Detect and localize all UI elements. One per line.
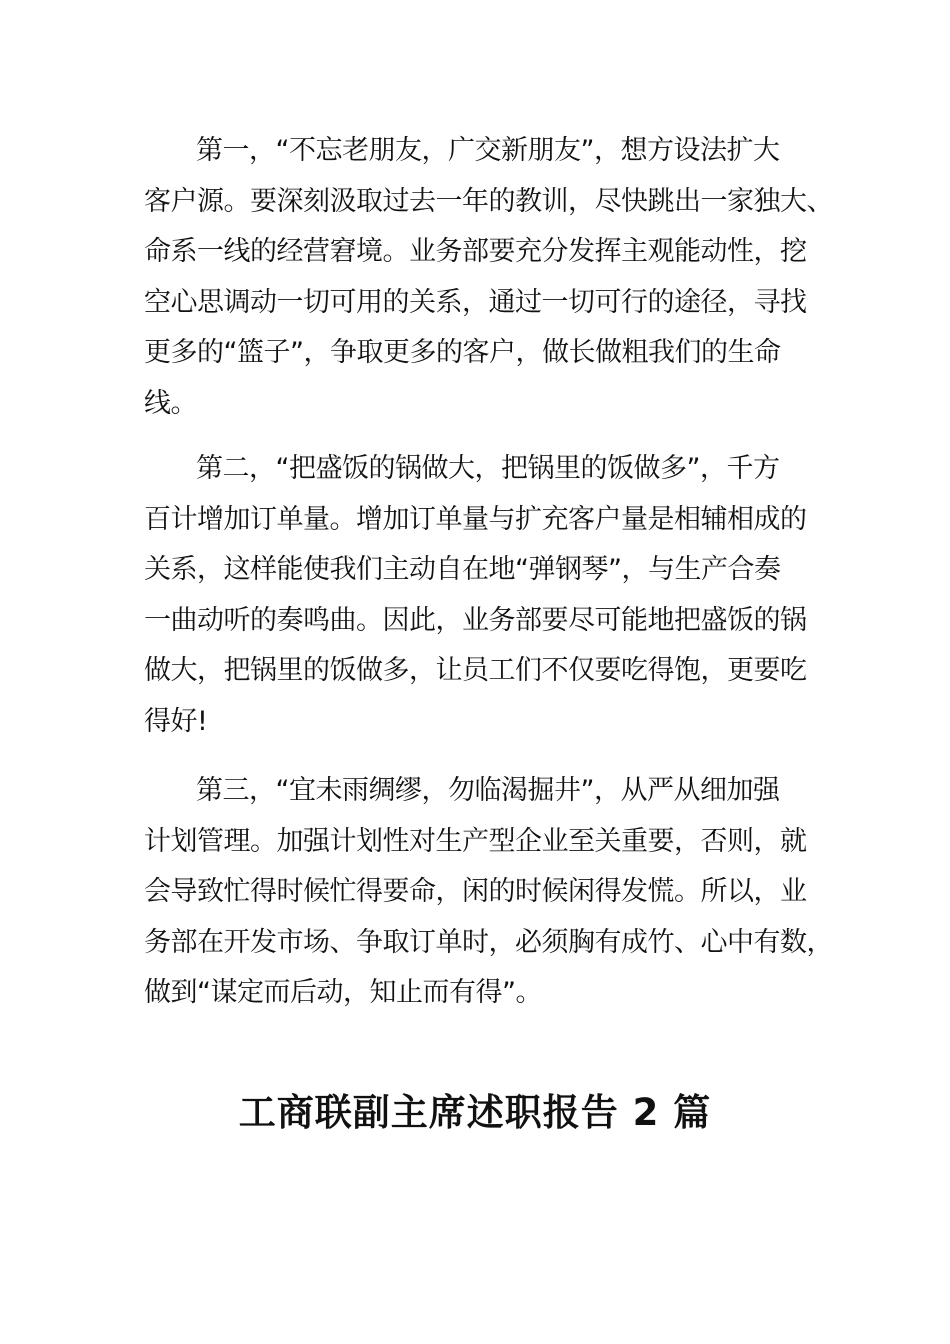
paragraph-line: 做到“谋定而后动，知止而有得”。 xyxy=(144,977,542,1008)
paragraph-line: 空心思调动一切可用的关系，通过一切可行的途径，寻找 xyxy=(144,286,807,318)
paragraph-line: 命系一线的经营窘境。业务部要充分发挥主观能动性，挖 xyxy=(144,236,807,267)
paragraph-line: 线。 xyxy=(144,387,197,419)
paragraph-line: 计划管理。加强计划性对生产型企业至关重要，否则，就 xyxy=(144,825,807,857)
paragraph-line: 客户源。要深刻汲取过去一年的教训，尽快跳出一家独大、 xyxy=(144,185,833,217)
section-heading: 工商联副主席述职报告 2 篇 xyxy=(238,1091,712,1134)
paragraph-line: 得好! xyxy=(144,705,208,737)
paragraph-first xyxy=(144,126,833,429)
paragraph-line: 第二，“把盛饭的锅做大，把锅里的饭做多”，千方 xyxy=(196,453,780,484)
paragraph-line: 务部在开发市场、争取订单时，必须胸有成竹、心中有数， xyxy=(144,926,833,958)
paragraph-line: 关系，这样能使我们主动自在地“弹钢琴”，与生产合奏 xyxy=(144,554,781,585)
paragraph-line: 百计增加订单量。增加订单量与扩充客户量是相辅相成的 xyxy=(144,503,807,535)
paragraph-line: 一曲动听的奏鸣曲。因此，业务部要尽可能地把盛饭的锅 xyxy=(144,604,807,636)
paragraph-second xyxy=(144,444,807,747)
paragraph-line: 更多的“篮子”，争取更多的客户，做长做粗我们的生命 xyxy=(144,337,781,368)
paragraph-line: 第一，“不忘老朋友，广交新朋友”，想方设法扩大 xyxy=(196,135,780,166)
paragraph-line: 会导致忙得时候忙得要命，闲的时候闲得发慌。所以，业 xyxy=(144,876,807,907)
paragraph-line: 第三，“宜未雨绸缪，勿临渴掘井”，从严从细加强 xyxy=(196,775,780,806)
paragraph-line: 做大，把锅里的饭做多，让员工们不仅要吃得饱，更要吃 xyxy=(144,655,807,686)
paragraph-third xyxy=(144,766,833,1019)
